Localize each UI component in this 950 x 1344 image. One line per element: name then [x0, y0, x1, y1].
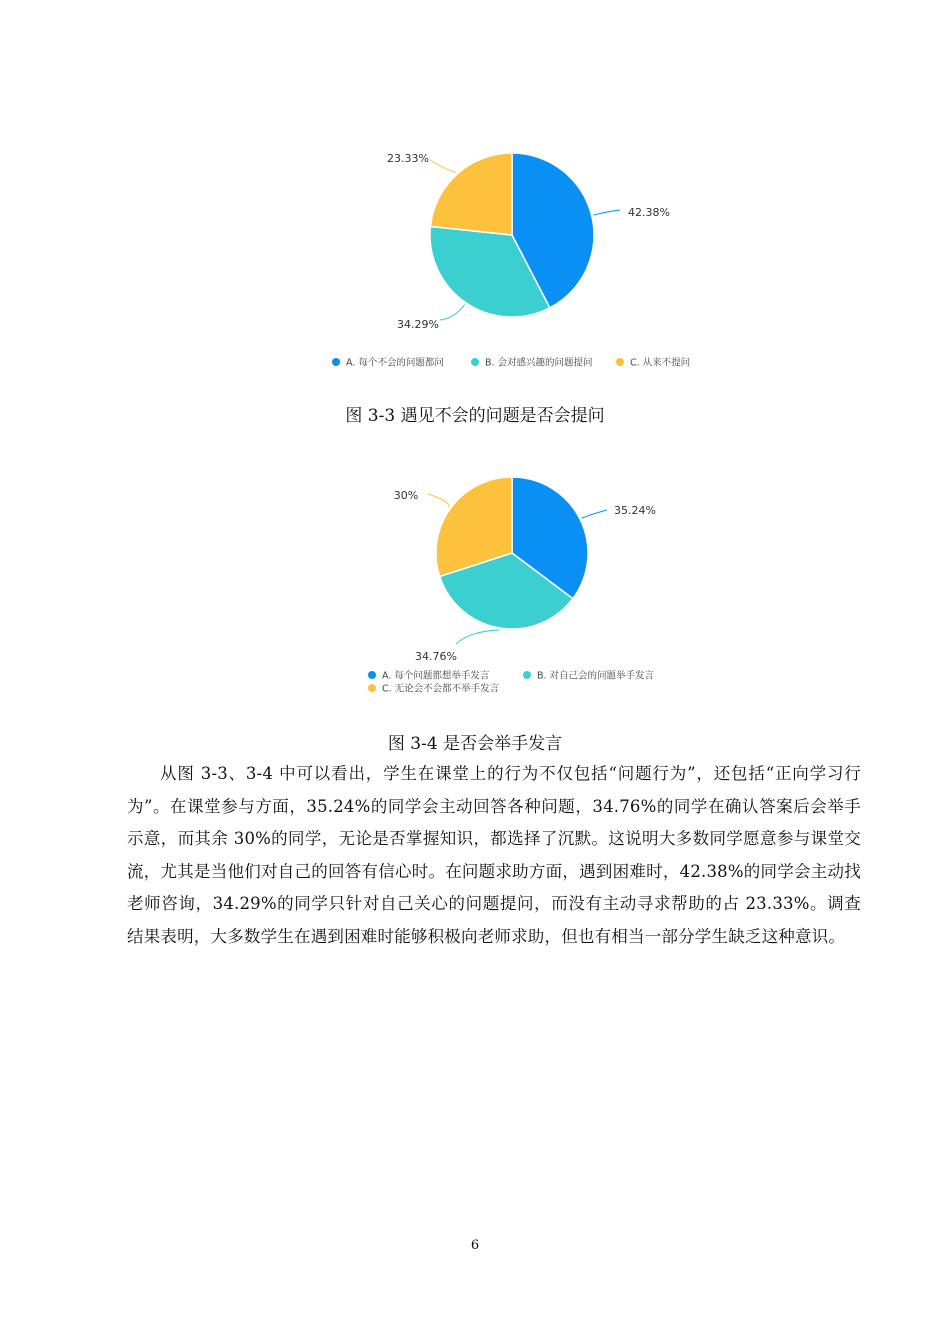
figure-3-3: [0, 140, 950, 380]
data-label-0: 42.38%: [628, 206, 670, 219]
legend-entry-1: B. 会对感兴趣的问题提问: [485, 357, 593, 369]
data-label-1: 34.29%: [397, 318, 439, 331]
leader-line-1: [456, 630, 499, 644]
figure-3-4: [0, 466, 950, 706]
pie-chart-3-3: [0, 140, 950, 380]
pie-chart-3-4: [0, 466, 950, 706]
data-label-1: 34.76%: [415, 650, 457, 663]
pie-slice-2: [430, 153, 512, 235]
data-label-0: 35.24%: [614, 504, 656, 517]
legend-marker-1: [471, 358, 479, 366]
legend-entry-2: C. 无论会不会都不举手发言: [382, 683, 500, 695]
leader-line-1: [440, 304, 465, 320]
legend-entry-2: C. 从来不提问: [630, 357, 691, 369]
data-label-2: 30%: [393, 489, 419, 502]
legend-marker-0: [368, 671, 376, 679]
leader-line-2: [428, 494, 449, 507]
legend-entry-1: B. 对自己会的问题举手发言: [537, 670, 655, 682]
legend-marker-2: [616, 358, 624, 366]
leader-line-0: [594, 210, 620, 215]
figure-caption-3-3: 图 3-3 遇见不会的问题是否会提问: [345, 406, 605, 426]
legend-marker-2: [368, 684, 376, 692]
legend-marker-0: [332, 358, 340, 366]
page-number: 6: [470, 1238, 480, 1253]
legend-entry-0: A. 每个问题都想举手发言: [382, 670, 490, 682]
leader-line-0: [582, 510, 607, 518]
figure-caption-3-4: 图 3-4 是否会举手发言: [387, 734, 563, 754]
data-label-2: 23.33%: [387, 152, 429, 165]
legend-entry-0: A. 每个不会的问题都问: [346, 357, 444, 369]
legend-marker-1: [523, 671, 531, 679]
body-paragraph: 从图 3-3、3-4 中可以看出，学生在课堂上的行为不仅包括“问题行为”，还包括“正向学习行为”。在课堂参与方面，35.24%的同学会主动回答各种问题，34.76%的同学在确认答案后会举手示意，而其余 30%的同学，无论是否掌握知识，都选择了沉默。这说明大多数同学愿意参与课堂交流，尤其是当他们对自己的回答有信心时。在问题求助方面，遇到困难时，42.38%的同学会主动找老师咨询，34.29%的同学只针对自己关心的问题提问，而没有主动寻求帮助的占 23.33%。调查结果表明，大多数学生在遇到困难时能够积极向老师求助，但也有相当一部分学生缺乏这种意识。: [127, 764, 861, 946]
leader-line-2: [430, 160, 456, 173]
